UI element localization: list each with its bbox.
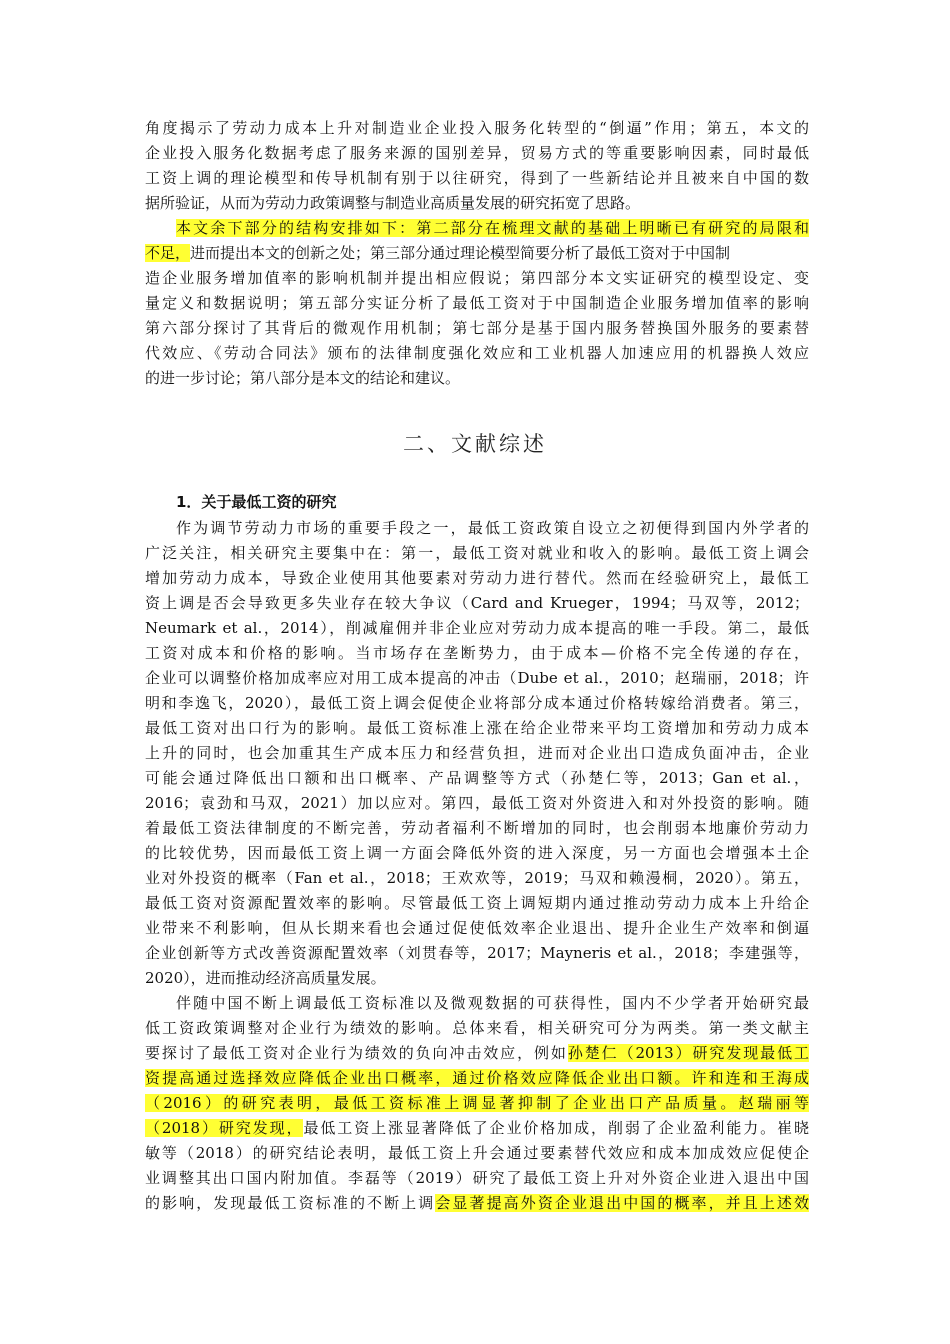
paragraph-line: 最低工资对资源配置效率的影响。尽管最低工资上调短期内通过推动劳动力成本上升给企	[145, 894, 809, 912]
paragraph-line: 量定义和数据说明；第五部分实证分析了最低工资对于中国制造企业服务增加值率的影响	[145, 294, 809, 312]
paragraph-line: 第六部分探讨了其背后的微观作用机制；第七部分是基于国内服务替换国外服务的要素替	[145, 319, 809, 337]
paragraph-line	[145, 1118, 809, 1138]
highlighted-text: 资提高通过选择效应降低企业出口概率，通过价格效应降低企业出口额。许和连和王海成	[145, 1069, 809, 1087]
paragraph-line	[145, 1093, 809, 1113]
paragraph-line: 据所验证，从而为劳动力政策调整与制造业高质量发展的研究拓宽了思路。	[145, 194, 641, 212]
paragraph-line: 业对外投资的概率（Fan et al.，2018；王欢欢等，2019；马双和赖漫桐，2020）。第五，	[145, 869, 809, 887]
paragraph-line: Neumark et al.，2014），削减雇佣并非企业应对劳动力成本提高的唯一手段。第二，最低	[145, 619, 809, 637]
paragraph-line: 代效应、《劳动合同法》颁布的法律制度强化效应和工业机器人加速应用的机器换人效应	[145, 344, 809, 362]
paragraph-line: 工资对成本和价格的影响。当市场存在垄断势力，由于成本—价格不完全传递的存在，	[145, 644, 809, 662]
highlighted-text: 会显著提高外资企业退出中国的概率，并且上述效	[435, 1194, 809, 1212]
paragraph-line: 业调整其出口国内附加值。李磊等（2019）研究了最低工资上升对外资企业进入退出中国	[145, 1169, 809, 1187]
text-run: 的影响，发现最低工资标准的不断上调	[145, 1194, 436, 1212]
paragraph-line: 企业可以调整价格加成率应对用工成本提高的冲击（Dube et al.，2010；赵瑞丽，2018；许	[145, 669, 809, 687]
paragraph-line	[145, 243, 809, 263]
paragraph-line: 可能会通过降低出口额和出口概率、产品调整等方式（孙楚仁等，2013；Gan et al.，	[145, 769, 809, 787]
paragraph-line: 的比较优势，因而最低工资上调一方面会降低外资的进入深度，另一方面也会增强本土企	[145, 844, 809, 862]
paragraph-line: 着最低工资法律制度的不断完善，劳动者福利不断增加的同时，也会削弱本地廉价劳动力	[145, 819, 809, 837]
highlighted-text: 本文余下部分的结构安排如下：第二部分在梳理文献的基础上明晰已有研究的局限和	[176, 219, 809, 237]
highlighted-text: 孙楚仁（2013）研究发现最低工	[567, 1044, 809, 1062]
paragraph-line: 增加劳动力成本，导致企业使用其他要素对劳动力进行替代。然而在经验研究上，最低工	[145, 569, 809, 587]
highlighted-text: （2018）研究发现，	[145, 1119, 304, 1137]
paragraph-line: 资上调是否会导致更多失业存在较大争议（Card and Krueger，1994；马双等，2012；	[145, 594, 809, 612]
paragraph-line: 企业创新等方式改善资源配置效率（刘贯春等，2017；Mayneris et al.，2018；李建强等，	[145, 944, 809, 962]
paragraph-line: 上升的同时，也会加重其生产成本压力和经营负担，进而对企业出口造成负面冲击，企业	[145, 744, 809, 762]
paragraph-line: 敏等（2018）的研究结论表明，最低工资上升会通过要素替代效应和成本加成效应促使企	[145, 1144, 809, 1162]
paragraph-line: 低工资政策调整对企业行为绩效的影响。总体来看，相关研究可分为两类。第一类文献主	[145, 1019, 809, 1037]
highlighted-text: （2016）的研究表明，最低工资标准上调显著抑制了企业出口产品质量。赵瑞丽等	[145, 1094, 809, 1112]
text-run: 最低工资上涨显著降低了企业价格加成，削弱了企业盈利能力。崔晓	[303, 1119, 809, 1137]
paragraph-line: 角度揭示了劳动力成本上升对制造业企业投入服务化转型的“倒逼”作用；第五，本文的	[145, 119, 809, 137]
section-title: 二、文献综述	[403, 432, 547, 456]
paragraph-line: 工资上调的理论模型和传导机制有别于以往研究，得到了一些新结论并且被来自中国的数	[145, 169, 809, 187]
highlighted-text: 不足，	[145, 244, 191, 262]
paragraph-line	[145, 1043, 809, 1063]
text-run: 要探讨了最低工资对企业行为绩效的负向冲击效应，例如	[145, 1044, 568, 1062]
paragraph-line: 广泛关注，相关研究主要集中在：第一，最低工资对就业和收入的影响。最低工资上调会	[145, 544, 809, 562]
paragraph-line	[145, 1193, 809, 1213]
paragraph-line: 最低工资对出口行为的影响。最低工资标准上涨在给企业带来平均工资增加和劳动力成本	[145, 719, 809, 737]
subheading: 1．关于最低工资的研究	[176, 493, 337, 511]
paragraph-line	[145, 1068, 809, 1088]
paragraph-line: 的进一步讨论；第八部分是本文的结论和建议。	[145, 369, 461, 387]
paragraph-line: 企业投入服务化数据考虑了服务来源的国别差异，贸易方式的等重要影响因素，同时最低	[145, 144, 809, 162]
paragraph-line: 作为调节劳动力市场的重要手段之一，最低工资政策自设立之初便得到国内外学者的	[176, 519, 809, 537]
text-run: 进而提出本文的创新之处；第三部分通过理论模型简要分析了最低工资对于中国制	[190, 244, 731, 262]
paragraph-line: 2016；袁劲和马双，2021）加以应对。第四，最低工资对外资进入和对外投资的影响。随	[145, 794, 809, 812]
paragraph-line: 造企业服务增加值率的影响机制并提出相应假说；第四部分本文实证研究的模型设定、变	[145, 269, 809, 287]
paragraph-line: 业带来不利影响，但从长期来看也会通过促使低效率企业退出、提升企业生产效率和倒逼	[145, 919, 809, 937]
paragraph-line	[176, 218, 809, 238]
paragraph-line: 伴随中国不断上调最低工资标准以及微观数据的可获得性，国内不少学者开始研究最	[176, 994, 809, 1012]
paragraph-line: 明和李逸飞，2020），最低工资上调会促使企业将部分成本通过价格转嫁给消费者。第三，	[145, 694, 809, 712]
paragraph-line: 2020），进而推动经济高质量发展。	[145, 969, 386, 987]
